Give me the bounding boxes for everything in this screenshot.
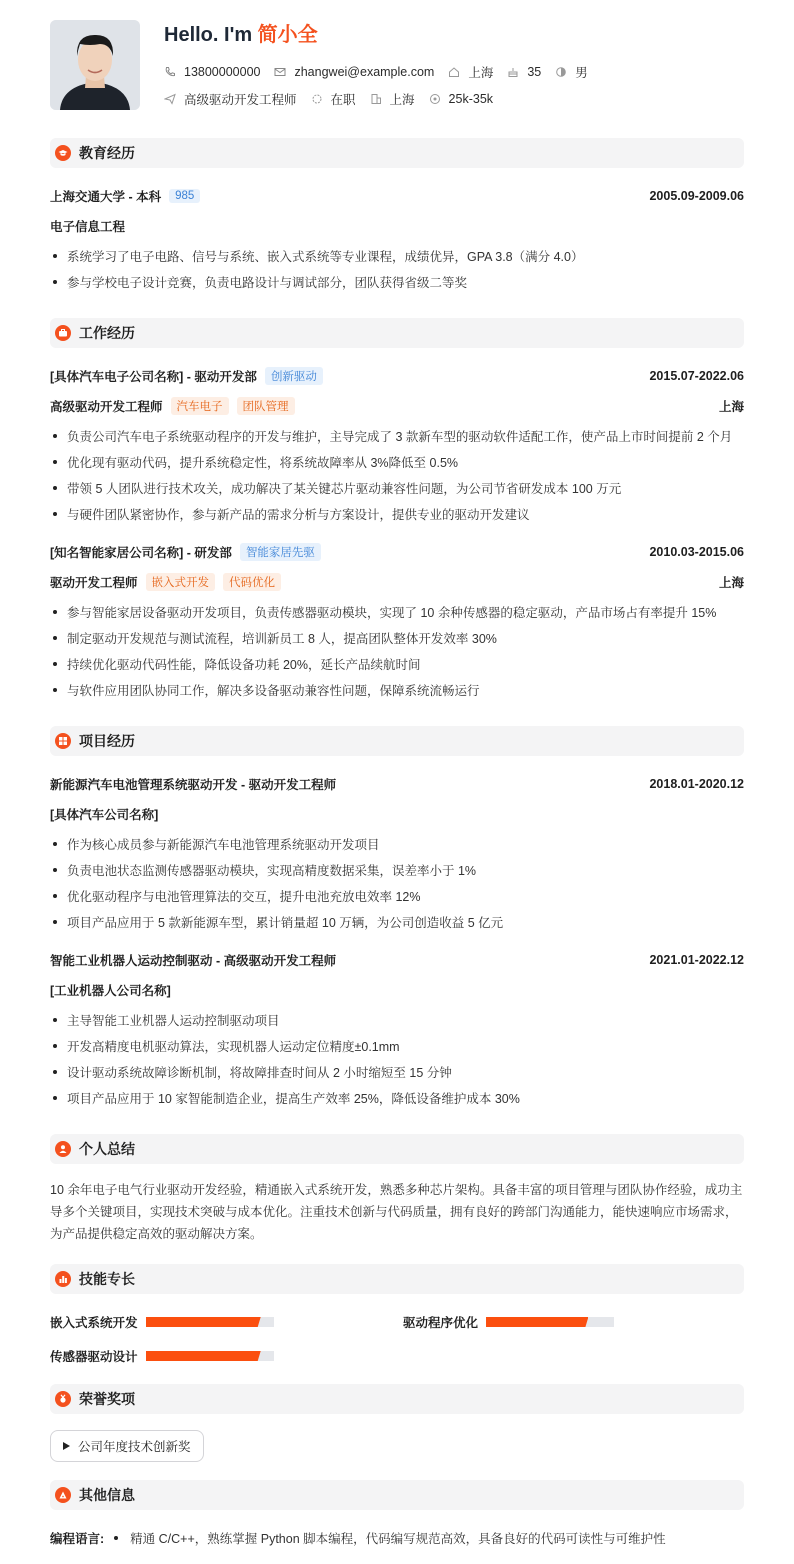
candidate-name: 简小全	[257, 24, 318, 46]
phone-text: 13800000000	[184, 65, 261, 79]
salary-item	[429, 92, 493, 106]
skill-name: 嵌入式系统开发	[50, 1316, 138, 1330]
play-icon	[63, 1442, 70, 1450]
skill-tag: 嵌入式开发	[146, 573, 216, 591]
skill-item	[403, 1313, 614, 1331]
city-item	[448, 63, 493, 81]
project-company: [具体汽车公司名称]	[50, 808, 159, 822]
section-other	[50, 1480, 744, 1510]
gender-text: 男	[575, 66, 588, 80]
gender-icon	[555, 66, 567, 78]
skill-bar-fill	[146, 1351, 261, 1361]
status-item	[311, 90, 356, 108]
age-item	[507, 65, 541, 79]
skill-tag: 代码优化	[223, 573, 281, 591]
project-company-row	[50, 981, 744, 999]
project-header	[50, 775, 744, 793]
other-row	[50, 1529, 744, 1547]
section-title: 其他信息	[79, 1487, 135, 1503]
school-tag: 985	[169, 189, 200, 203]
section-projects	[50, 726, 744, 756]
section-title: 技能专长	[79, 1271, 135, 1287]
skill-tag: 团队管理	[237, 397, 295, 415]
job-title: 高级驱动开发工程师	[50, 400, 163, 414]
work-title-row	[50, 573, 744, 591]
major-row	[50, 217, 744, 235]
section-title: 工作经历	[79, 325, 135, 341]
work-period: 2010.03-2015.06	[649, 545, 744, 559]
avatar-photo	[50, 20, 140, 110]
skill-bar	[146, 1317, 274, 1327]
skill-bar	[486, 1317, 614, 1327]
send-icon	[164, 93, 176, 105]
project-name: 智能工业机器人运动控制驱动 - 高级驱动开发工程师	[50, 954, 337, 968]
education-header	[50, 187, 744, 205]
award-name: 公司年度技术创新奖	[78, 1440, 191, 1454]
graduation-cap-icon	[55, 145, 71, 161]
mail-icon	[274, 66, 286, 78]
other-label: 编程语言:	[50, 1532, 105, 1546]
job-title: 驱动开发工程师	[50, 576, 138, 590]
gender-item	[555, 63, 588, 81]
other-text: 精通 C/C++，熟练掌握 Python 脚本编程，代码编写规范高效，具备良好的代码可读性与可维护性	[130, 1532, 666, 1546]
grid-icon	[55, 733, 71, 749]
status-icon	[311, 93, 323, 105]
skill-tag: 汽车电子	[171, 397, 229, 415]
age-text: 35	[527, 65, 542, 79]
email-text: zhangwei@example.com	[294, 65, 435, 79]
position-item	[164, 90, 297, 108]
company-name: [知名智能家居公司名称] - 研发部	[50, 546, 232, 560]
project-company: [工业机器人公司名称]	[50, 984, 171, 998]
greeting-text: Hello. I'm	[164, 24, 253, 46]
home-icon	[448, 66, 460, 78]
info-icon	[55, 1487, 71, 1503]
skill-item	[50, 1347, 274, 1365]
contact-row	[164, 63, 602, 81]
project-period: 2018.01-2020.12	[649, 777, 744, 791]
section-summary	[50, 1134, 744, 1164]
bullet-dot	[114, 1536, 118, 1540]
skill-name: 驱动程序优化	[403, 1316, 479, 1330]
skill-bar-fill	[486, 1317, 588, 1327]
section-work	[50, 318, 744, 348]
skill-name: 传感器驱动设计	[50, 1350, 138, 1364]
project-header	[50, 951, 744, 969]
project-company-row	[50, 805, 744, 823]
salary-text: 25k-35k	[448, 92, 494, 106]
work-city: 上海	[718, 400, 744, 414]
avatar	[50, 20, 140, 110]
phone-item	[164, 65, 260, 79]
position-text: 高级驱动开发工程师	[184, 93, 297, 107]
work-header	[50, 543, 744, 561]
section-education	[50, 138, 744, 168]
coin-icon	[429, 93, 441, 105]
status-text: 在职	[330, 93, 356, 107]
cake-icon	[507, 66, 519, 78]
greeting	[164, 18, 318, 47]
work-period: 2015.07-2022.06	[649, 369, 744, 383]
phone-icon	[164, 66, 176, 78]
skill-item	[50, 1313, 274, 1331]
user-icon	[55, 1141, 71, 1157]
job-row	[164, 90, 507, 108]
company-tag: 智能家居先驱	[240, 543, 321, 561]
target-city-item	[370, 90, 415, 108]
medal-icon	[55, 1391, 71, 1407]
education-period: 2005.09-2009.06	[649, 189, 744, 203]
bar-chart-icon	[55, 1271, 71, 1287]
school-name: 上海交通大学 - 本科	[50, 190, 162, 204]
work-header	[50, 367, 744, 385]
city-text: 上海	[468, 66, 494, 80]
section-skills	[50, 1264, 744, 1294]
summary-text: 10 余年电子电气行业驱动开发经验，精通嵌入式系统开发，熟悉多种芯片架构。具备丰富的项目管理与团队协作经验，成功主导多个关键项目，实现技术突破与成本优化。注重技术创新与代码质量，拥有良好的跨部门沟通能力，能快速响应市场需求，为产品提供稳定高效的驱动解决方案。	[50, 1183, 743, 1241]
skill-bar	[146, 1351, 274, 1361]
major-name: 电子信息工程	[50, 220, 126, 234]
section-title: 荣誉奖项	[79, 1391, 135, 1407]
project-name: 新能源汽车电池管理系统驱动开发 - 驱动开发工程师	[50, 778, 337, 792]
email-item	[274, 65, 434, 79]
section-title: 教育经历	[79, 145, 135, 161]
work-city: 上海	[718, 576, 744, 590]
target-city-text: 上海	[389, 93, 415, 107]
award-item[interactable]	[50, 1430, 204, 1462]
work-title-row	[50, 397, 744, 415]
company-tag: 创新驱动	[265, 367, 323, 385]
section-title: 项目经历	[79, 733, 135, 749]
section-awards	[50, 1384, 744, 1414]
building-icon	[370, 93, 382, 105]
section-title: 个人总结	[79, 1141, 135, 1157]
company-name: [具体汽车电子公司名称] - 驱动开发部	[50, 370, 257, 384]
briefcase-icon	[55, 325, 71, 341]
skill-bar-fill	[146, 1317, 261, 1327]
project-period: 2021.01-2022.12	[649, 953, 744, 967]
